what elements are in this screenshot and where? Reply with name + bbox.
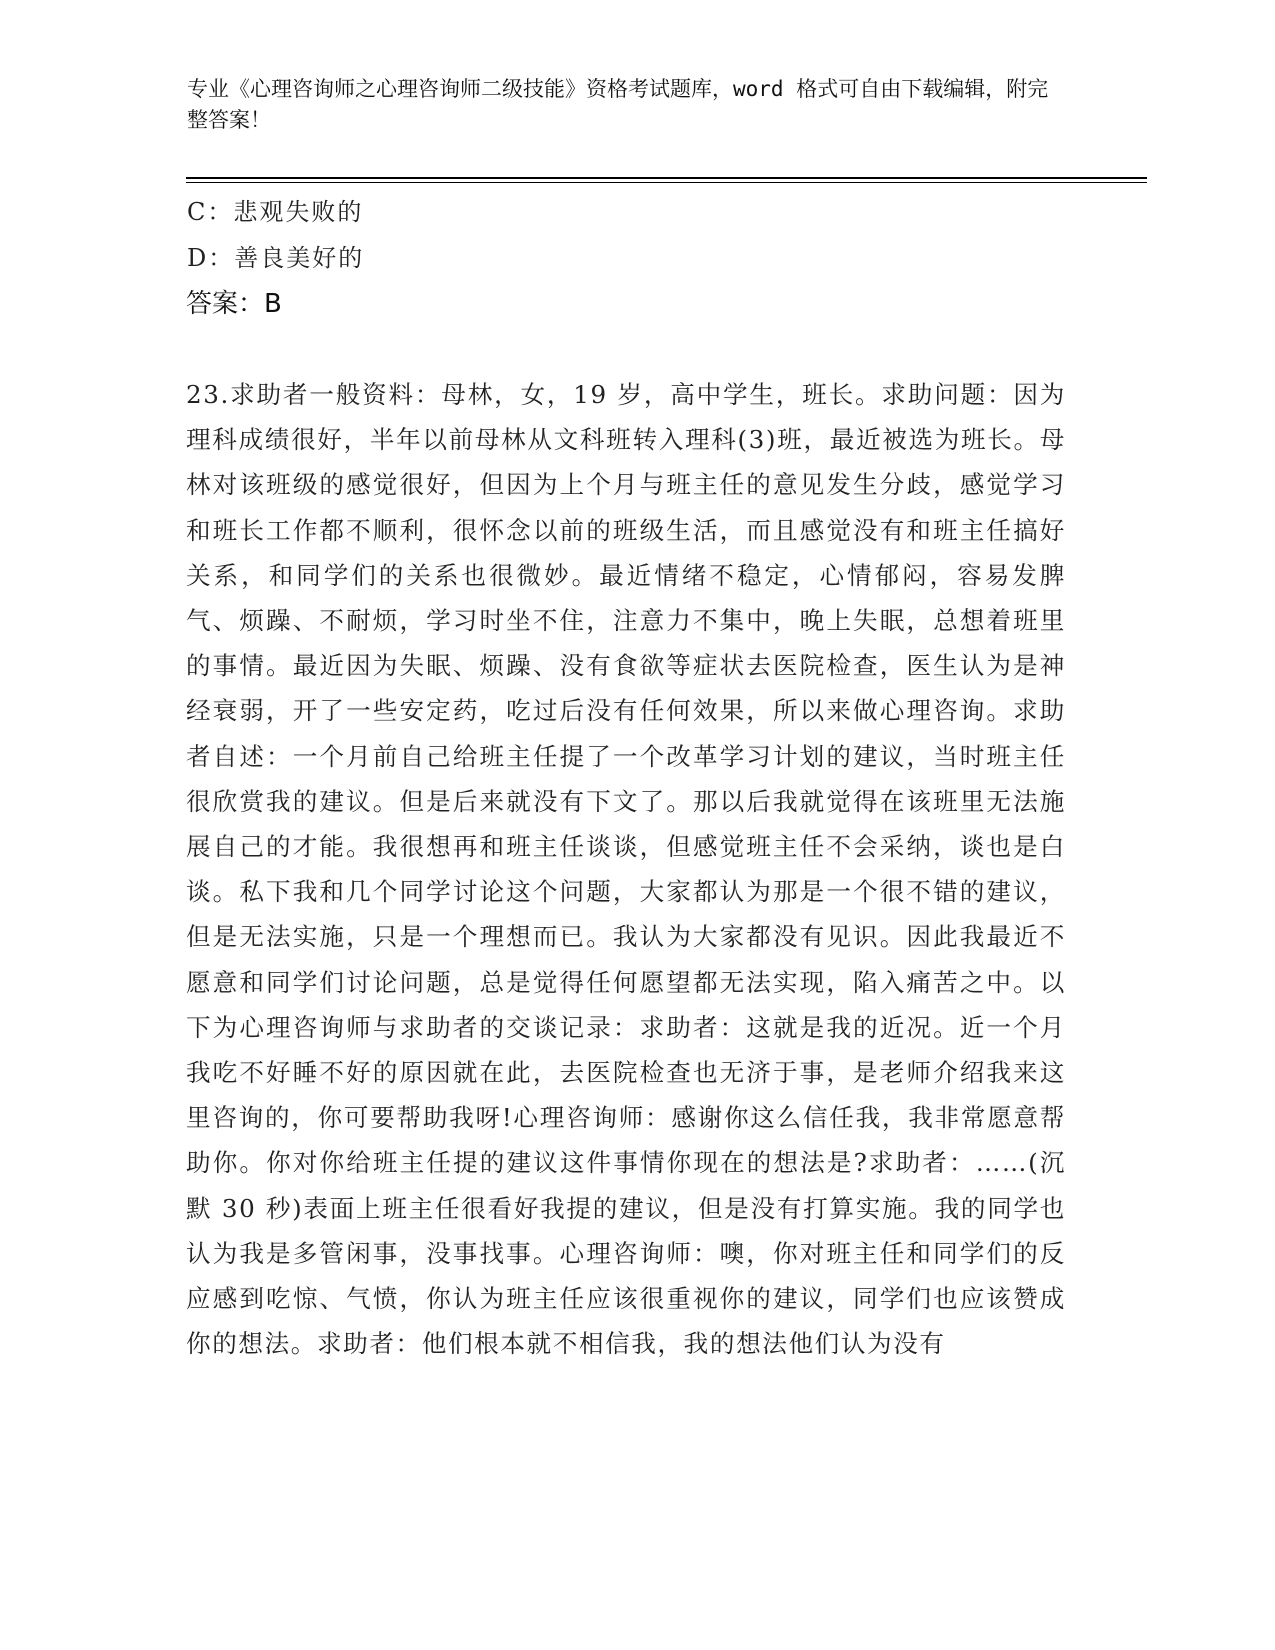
header-divider	[186, 177, 1147, 179]
question-23-body: 23.求助者一般资料：母林，女，19 岁，高中学生，班长。求助问题：因为理科成绩很好，半年以前母林从文科班转入理科(3)班，最近被选为班长。母林对该班级的感觉很好，但因为上个月与班主任的意见发生分歧，感觉学习和班长工作都不顺利，很怀念以前的班级生活，而且感觉没有和班主任搞好关系，和同学们的关系也很微妙。最近情绪不稳定，心情郁闷，容易发脾气、烦躁、不耐烦，学习时坐不住，注意力不集中，晚上失眠，总想着班里的事情。最近因为失眠、烦躁、没有食欲等症状去医院检查，医生认为是神经衰弱，开了一些安定药，吃过后没有任何效果，所以来做心理咨询。求助者自述：一个月前自己给班主任提了一个改革学习计划的建议，当时班主任很欣赏我的建议。但是后来就没有下文了。那以后我就觉得在该班里无法施展自己的才能。我很想再和班主任谈谈，但感觉班主任不会采纳，谈也是白谈。私下我和几个同学讨论这个问题，大家都认为那是一个很不错的建议，但是无法实施，只是一个理想而已。我认为大家都没有见识。因此我最近不愿意和同学们讨论问题，总是觉得任何愿望都无法实现，陷入痛苦之中。以下为心理咨询师与求助者的交谈记录：求助者：这就是我的近况。近一个月我吃不好睡不好的原因就在此，去医院检查也无济于事，是老师介绍我来这里咨询的，你可要帮助我呀!心理咨询师：感谢你这么信任我，我非常愿意帮助你。你对你给班主任提的建议这件事情你现在的想法是?求助者：……(沉默 30 秒)表面上班主任很看好我提的建议，但是没有打算实施。我的同学也认为我是多管闲事，没事找事。心理咨询师：噢，你对班主任和同学们的反应感到吃惊、气愤，你认为班主任应该很重视你的建议，同学们也应该赞成你的想法。求助者：他们根本就不相信我，我的想法他们认为没有	[186, 380, 1066, 1359]
option-c: C：悲观失败的	[187, 198, 364, 226]
header-divider-thin	[186, 182, 1147, 183]
answer-line: 答案：B	[186, 289, 282, 319]
page-header: 专业《心理咨询师之心理咨询师二级技能》资格考试题库，word 格式可自由下载编辑，附完整答案！	[187, 77, 1049, 132]
option-d: D：善良美好的	[187, 244, 365, 272]
